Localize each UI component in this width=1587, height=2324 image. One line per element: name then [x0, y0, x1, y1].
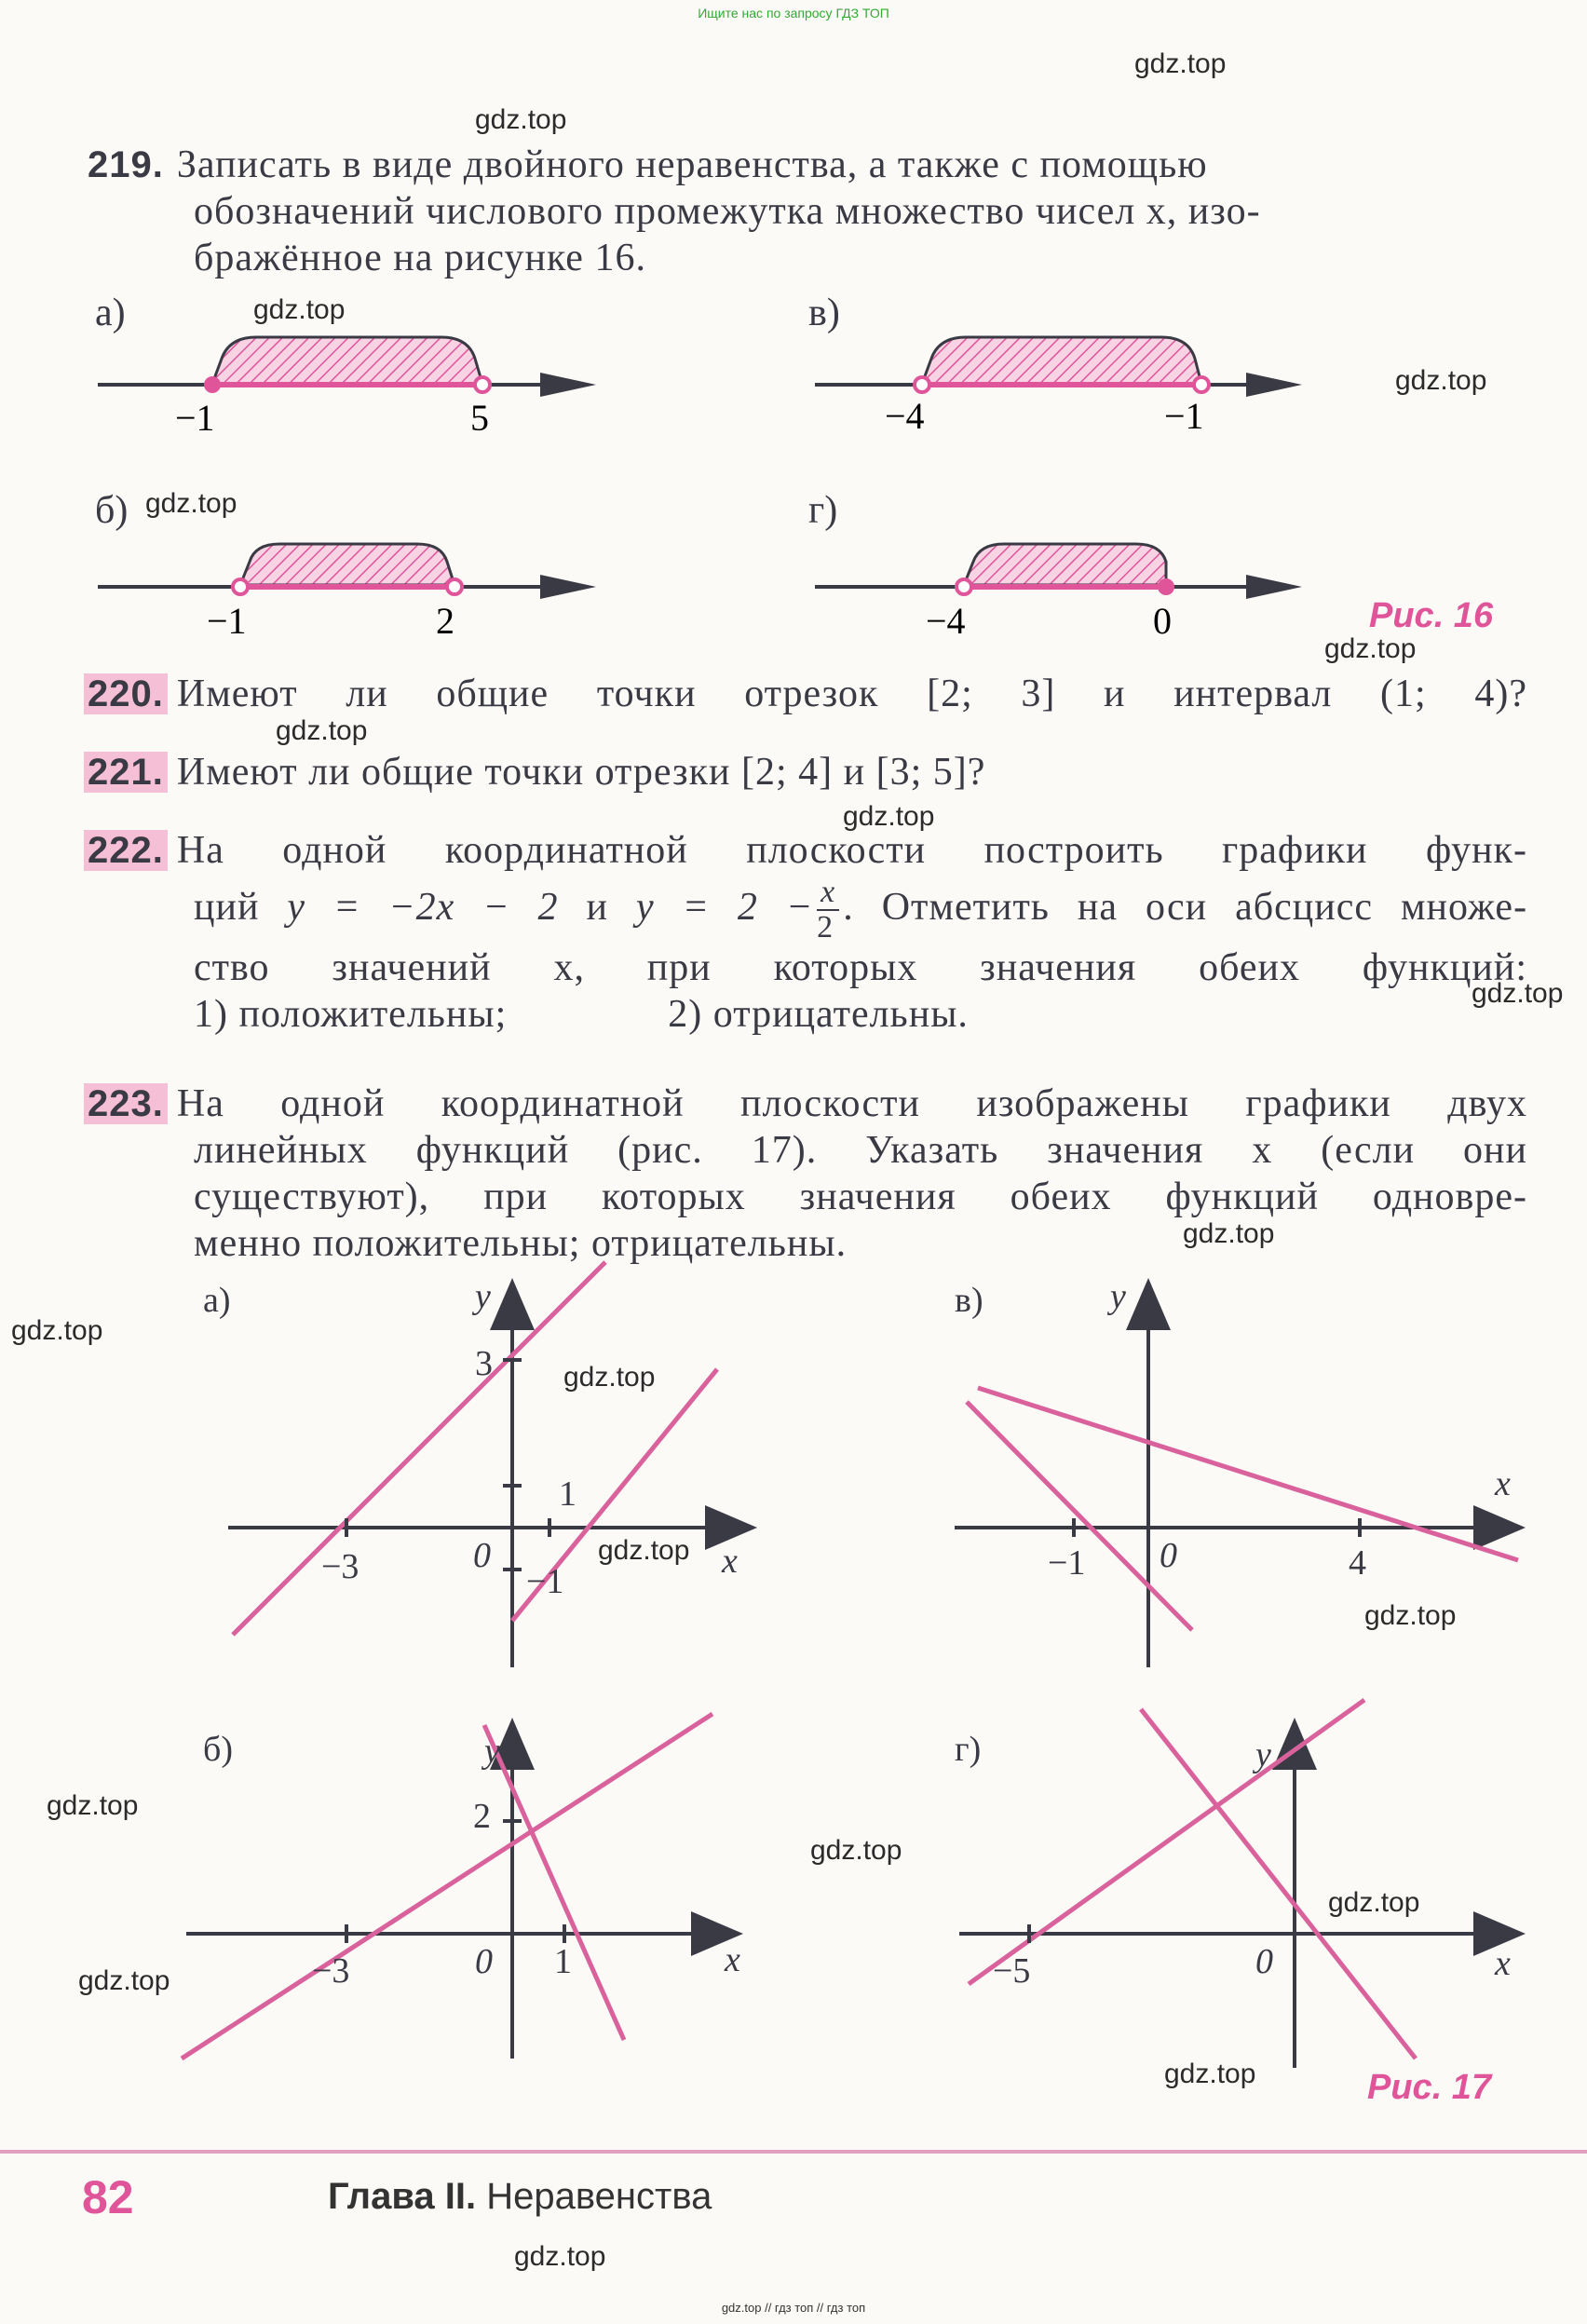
watermark: gdz.top: [598, 1535, 690, 1566]
tick-label: −1: [1048, 1543, 1086, 1583]
watermark: gdz.top: [563, 1362, 656, 1393]
tick-label: −3: [312, 1951, 350, 1991]
formula: y = 2 −: [635, 886, 814, 929]
axis-label: x: [1495, 1464, 1511, 1503]
watermark: gdz.top: [1183, 1218, 1275, 1249]
problem-text: . Отметить на оси абсцисс множе-: [843, 886, 1528, 929]
axis-label: x: [725, 1940, 740, 1979]
problem-text: существуют), при которых значения обеих функций одновре-: [194, 1176, 1527, 1218]
origin-label: 0: [1255, 1942, 1273, 1981]
graph-label: б): [203, 1730, 233, 1769]
watermark: gdz.top: [78, 1965, 170, 1996]
axis-label: y: [1255, 1735, 1271, 1774]
watermark: gdz.top: [145, 488, 237, 519]
graph-a: [203, 1262, 750, 1667]
fig17-caption: Рис. 17: [1367, 2068, 1492, 2107]
chapter-title: Глава II. Неравенства: [328, 2176, 712, 2217]
watermark: gdz.top: [1324, 633, 1417, 664]
tick-label: 3: [475, 1344, 493, 1383]
watermark: gdz.top: [276, 715, 368, 746]
tick-label: −1: [175, 397, 215, 439]
tick-label: 4: [1349, 1543, 1366, 1583]
problem-text: На одной координатной плоскости изображены графики двух: [176, 1082, 1527, 1125]
axis-label: y: [475, 1277, 491, 1316]
problem-number: 221.: [84, 752, 168, 793]
axis-label: x: [722, 1542, 738, 1581]
watermark: gdz.top: [514, 2241, 606, 2272]
problem-text: менно положительны; отрицательны.: [194, 1222, 848, 1265]
list-item: 2) отрицательны.: [668, 993, 969, 1037]
tick-label: −1: [526, 1562, 564, 1601]
problem-text: бражённое на рисунке 16.: [194, 237, 646, 279]
problem-number: 223.: [84, 1083, 168, 1124]
footer-divider: [0, 2150, 1587, 2154]
tick-label: −4: [885, 395, 925, 437]
page-number: 82: [82, 2171, 134, 2223]
tick-label: 2: [436, 600, 454, 642]
problem-text: Имеют ли общие точки отрезок [2; 3] и интервал (1; 4)?: [176, 673, 1527, 715]
axis-label: y: [1110, 1277, 1126, 1316]
tick-label: 5: [470, 397, 489, 439]
fig16-label-v: в): [808, 292, 840, 334]
fig16-label-b: б): [95, 489, 129, 532]
problem-number: 219.: [88, 144, 164, 185]
tick-label: −1: [207, 600, 247, 642]
tick-label: 2: [473, 1797, 491, 1836]
fig16-label-g: г): [808, 489, 838, 532]
watermark: gdz.top: [1472, 978, 1564, 1009]
problem-text: На одной координатной плоскости построить графики функ-: [176, 829, 1527, 872]
graph-label: а): [203, 1281, 231, 1320]
watermark: gdz.top: [475, 104, 567, 135]
graph-g: [955, 1700, 1518, 2068]
tick-label: −4: [926, 600, 966, 642]
problem-text: ство значений x, при которых значения обеих функций:: [194, 946, 1527, 990]
list-item: 1) положительны;: [194, 993, 508, 1037]
problem-text: ций: [194, 886, 260, 929]
watermark: gdz.top: [1328, 1887, 1420, 1918]
watermark: gdz.top: [1395, 365, 1487, 396]
axis-label: x: [1495, 1944, 1511, 1983]
axis-label: y: [484, 1732, 500, 1771]
formula: y = −2x − 2: [287, 886, 559, 929]
tick-label: −3: [321, 1547, 359, 1586]
graph-v: [955, 1277, 1518, 1667]
problem-number: 220.: [84, 673, 168, 714]
graph-label: г): [955, 1730, 982, 1769]
graph-label: в): [955, 1281, 983, 1320]
tick-label: −1: [1164, 395, 1204, 437]
fraction-numerator: x: [817, 876, 839, 911]
origin-label: 0: [475, 1942, 493, 1981]
tick-label: 0: [1153, 600, 1172, 642]
fig16-caption: Рис. 16: [1369, 596, 1494, 635]
problem-text: обозначений числового промежутка множество чисел x, изо-: [194, 190, 1261, 233]
fig16-label-a: а): [95, 292, 126, 334]
origin-label: 0: [1160, 1536, 1177, 1575]
origin-label: 0: [473, 1536, 491, 1575]
problem-text: линейных функций (рис. 17). Указать значения x (если они: [194, 1129, 1527, 1172]
fraction-denominator: 2: [817, 910, 834, 945]
graph-b: [182, 1714, 740, 2059]
problem-text: и: [586, 886, 608, 929]
bottom-note: gdz.top // гдз топ // гдз топ: [721, 2301, 866, 2315]
problem-number: 222.: [84, 830, 168, 871]
watermark: gdz.top: [47, 1790, 139, 1821]
watermark: gdz.top: [1364, 1600, 1457, 1631]
watermark: gdz.top: [11, 1315, 103, 1346]
watermark: gdz.top: [1164, 2059, 1256, 2089]
tick-label: 1: [559, 1475, 576, 1514]
watermark: gdz.top: [253, 294, 346, 325]
watermark: gdz.top: [1134, 48, 1227, 79]
problem-text: Имеют ли общие точки отрезки [2; 4] и [3; 5]?: [176, 751, 986, 794]
tick-label: −5: [993, 1951, 1031, 1991]
watermark: gdz.top: [843, 801, 935, 832]
problem-text: Записать в виде двойного неравенства, а также с помощью: [176, 143, 1208, 186]
watermark: gdz.top: [810, 1835, 902, 1866]
tick-label: 1: [554, 1942, 572, 1981]
top-note: Ищите нас по запросу ГДЗ ТОП: [698, 6, 889, 20]
